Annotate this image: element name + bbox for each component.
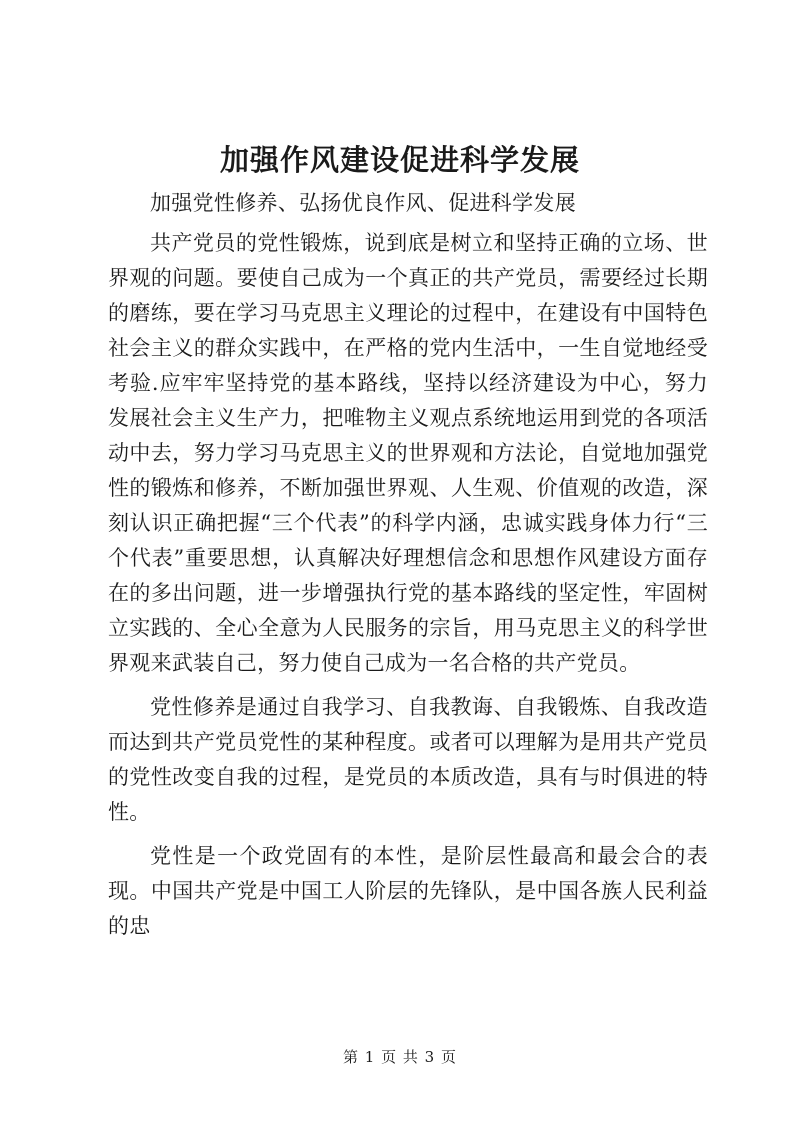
body-paragraph: 共产党员的党性锻炼，说到底是树立和坚持正确的立场、世界观的问题。要使自己成为一个真正的共产党员，需要经过长期的磨练，要在学习马克思主义理论的过程中，在建设有中国特色社会主义的群众实践中，在严格的党内生活中，一生自觉地经受考验.应牢牢坚持党的基本路线，坚持以经济建设为中心，努力发展社会主义生产力，把唯物主义观点系统地运用到党的各项活动中去，努力学习马克思主义的世界观和方法论，自觉地加强党性的锻炼和修养，不断加强世界观、人生观、价值观的改造，深刻认识正确把握“三个代表”的科学内涵，忠诚实践身体力行“三个代表”重要思想，认真解决好理想信念和思想作风建设方面存在的多出问题，进一步增强执行党的基本路线的坚定性，牢固树立实践的、全心全意为人民服务的宗旨，用马克思主义的科学世界观来武装自己，努力使自己成为一名合格的共产党员。 [108, 231, 708, 675]
document-title: 加强作风建设促进科学发展 [219, 143, 580, 177]
page-footer: 第 1 页 共 3 页 [343, 1048, 457, 1066]
document-body [108, 186, 708, 944]
body-paragraph: 党性修养是通过自我学习、自我教诲、自我锻炼、自我改造而达到共产党员党性的某种程度。或者可以理解为是用共产党员的党性改变自我的过程，是党员的本质改造，具有与时俱进的特性。 [108, 695, 708, 824]
subtitle-paragraph: 加强党性修养、弘扬优良作风、促进科学发展 [150, 191, 576, 215]
body-paragraph: 党性是一个政党固有的本性，是阶层性最高和最会合的表现。中国共产党是中国工人阶层的先锋队，是中国各族人民利益的忠 [108, 844, 708, 938]
